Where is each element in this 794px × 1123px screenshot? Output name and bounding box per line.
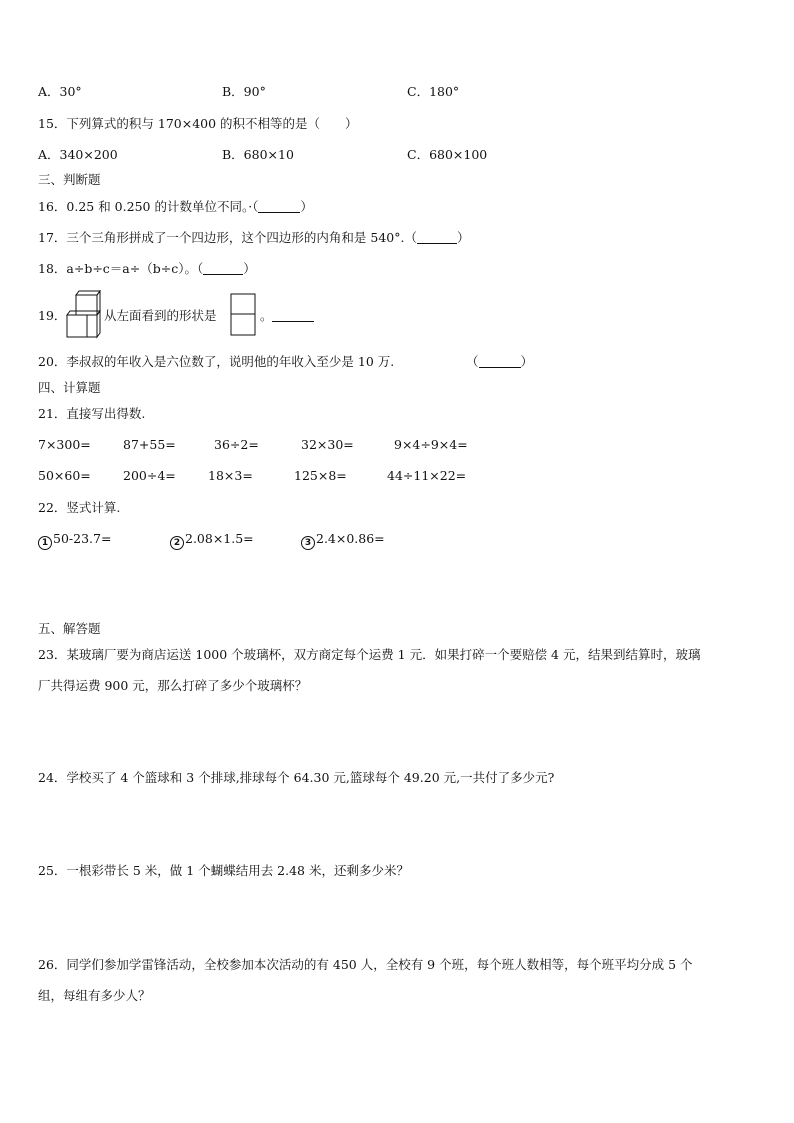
q22-expr: 2.08×1.5= xyxy=(185,531,254,546)
q20-answer xyxy=(466,354,533,370)
q18-question xyxy=(38,261,256,277)
q19-answer-blank[interactable] xyxy=(272,309,314,322)
q22-item-1 xyxy=(38,531,111,550)
q22-item-2 xyxy=(170,531,254,550)
q19-number: 19． xyxy=(38,308,67,323)
q17-close: ） xyxy=(456,230,470,245)
q20-close: ） xyxy=(520,354,534,369)
q21-expr: 125×8= xyxy=(294,468,347,483)
q14-option-b: B．90° xyxy=(222,84,266,99)
q20-answer-blank[interactable] xyxy=(479,355,521,368)
q21-expr: 7×300= xyxy=(38,437,91,452)
q21-expr: 50×60= xyxy=(38,468,91,483)
circled-number: 2 xyxy=(170,536,184,550)
q18-text: 18．a÷b÷c＝a÷（b÷c）。（ xyxy=(38,261,204,276)
q22-item-3 xyxy=(301,531,385,550)
q14-option-a: A．30° xyxy=(38,84,82,99)
q21-expr: 200÷4= xyxy=(123,468,176,483)
q21-expr: 9×4÷9×4= xyxy=(394,437,468,452)
q17-answer-blank[interactable] xyxy=(417,231,457,244)
circled-number: 3 xyxy=(301,536,315,550)
q25-question: 25．一根彩带长 5 米，做 1 个蝴蝶结用去 2.48 米，还剩多少米？ xyxy=(38,863,409,878)
q21-expr: 44÷11×22= xyxy=(387,468,467,483)
section-title-judgement: 三、判断题 xyxy=(38,172,101,187)
q16-answer-blank[interactable] xyxy=(258,200,300,213)
q15-option-b: B．680×10 xyxy=(222,147,294,162)
q22-expr: 2.4×0.86= xyxy=(316,531,385,546)
q21-expr: 36÷2= xyxy=(214,437,259,452)
q23-line-1: 23．某玻璃厂要为商店运送 1000 个玻璃杯，双方商定每个运费 1 元．如果打碎一个要赔偿 4 元，结果到结算时，玻璃 xyxy=(38,647,701,662)
q17-text: 17．三个三角形拼成了一个四边形，这个四边形的内角和是 540°.（ xyxy=(38,230,417,245)
q21-expr: 18×3= xyxy=(208,468,253,483)
q15-option-c: C．680×100 xyxy=(407,147,488,162)
q21-expr: 87+55= xyxy=(123,437,176,452)
q23-line-2: 厂共得运费 900 元，那么打碎了多少个玻璃杯？ xyxy=(38,678,308,693)
q26-line-2: 组，每组有多少人？ xyxy=(38,988,151,1003)
q22-expr: 50-23.7= xyxy=(53,531,112,546)
cube-stack-figure xyxy=(66,290,102,340)
q18-close: ） xyxy=(243,261,256,276)
section-title-word-problems: 五、解答题 xyxy=(38,621,101,636)
q18-answer-blank[interactable] xyxy=(203,262,243,275)
q19-text: 从左面看到的形状是 xyxy=(104,308,217,323)
q22-question: 22．竖式计算. xyxy=(38,500,121,515)
q24-question: 24．学校买了 4 个篮球和 3 个排球,排球每个 64.30 元,篮球每个 49.20 元,一共付了多少元? xyxy=(38,770,555,785)
q19-end: 。 xyxy=(260,308,273,323)
q15-question: 15．下列算式的积与 170×400 的积不相等的是（ ） xyxy=(38,116,358,131)
q20-question: 20．李叔叔的年收入是六位数了，说明他的年收入至少是 10 万. xyxy=(38,354,395,369)
q21-expr: 32×30= xyxy=(301,437,354,452)
q16-close: ） xyxy=(300,199,313,214)
q17-question xyxy=(38,230,469,246)
q20-open: （ xyxy=(466,354,479,369)
q21-question: 21．直接写出得数. xyxy=(38,406,146,421)
q14-option-c: C．180° xyxy=(407,84,460,99)
circled-number: 1 xyxy=(38,536,52,550)
q26-line-1: 26．同学们参加学雷锋活动，全校参加本次活动的有 450 人，全校有 9 个班，每个班人数相等，每个班平均分成 5 个 xyxy=(38,957,693,972)
q16-question xyxy=(38,199,313,215)
q15-option-a: A．340×200 xyxy=(38,147,118,162)
section-title-calculation: 四、计算题 xyxy=(38,380,101,395)
q16-text: 16．0.25 和 0.250 的计数单位不同。·（ xyxy=(38,199,259,214)
left-view-figure xyxy=(230,293,258,337)
